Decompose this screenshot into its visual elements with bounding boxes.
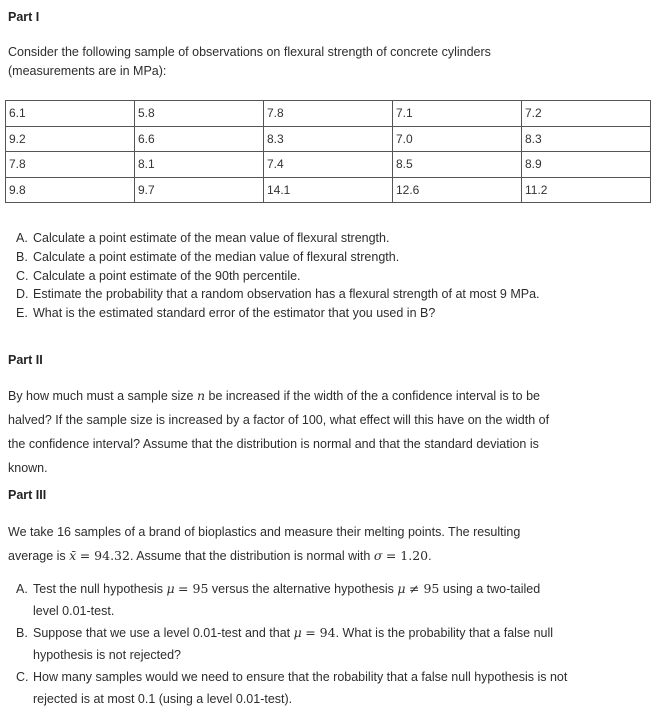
part-1-questions	[16, 229, 664, 323]
qc-line-1: How many samples would we need to ensure that the robability that a false null hypothesis is not	[33, 670, 568, 684]
question-text: Calculate a point estimate of the median value of flexural strength.	[33, 249, 400, 264]
table-cell: 11.2	[522, 177, 651, 203]
xbar-value: = 94.32	[79, 548, 130, 563]
list-item	[16, 578, 666, 622]
observations-table	[5, 100, 651, 203]
question-label: B.	[16, 626, 28, 640]
part-2-line-3: the confidence interval? Assume that the distribution is normal and that the standard deviation is	[8, 437, 539, 451]
part-2-line-2: halved? If the sample size is increased by a factor of 100, what effect will this have on the width of	[8, 413, 550, 427]
table-cell: 7.0	[393, 126, 522, 152]
qa-pre: Test the null hypothesis	[33, 582, 163, 596]
list-item	[16, 267, 664, 286]
question-label: A.	[16, 582, 28, 596]
part-3-title: Part III	[8, 488, 47, 502]
xbar-symbol: x̄	[69, 548, 77, 563]
part-2-title: Part II	[8, 353, 43, 367]
table-row	[6, 101, 651, 127]
question-text: Calculate a point estimate of the 90th percentile.	[33, 268, 301, 283]
table-cell: 9.8	[6, 177, 135, 203]
question-text	[33, 622, 666, 666]
list-item	[16, 666, 666, 710]
table-cell: 7.2	[522, 101, 651, 127]
question-label: A.	[16, 231, 28, 245]
h1-value: ≠ 95	[409, 581, 440, 596]
table-cell: 6.1	[6, 101, 135, 127]
list-item	[16, 285, 664, 304]
table-cell: 8.3	[264, 126, 393, 152]
part-3-line-2	[8, 544, 664, 568]
part-2-line-1-pre: By how much must a sample size	[8, 389, 194, 403]
mu-symbol: μ	[166, 581, 175, 596]
qb-pre: Suppose that we use a level 0.01-test and that	[33, 626, 291, 640]
n-symbol: n	[196, 388, 206, 403]
table-cell: 9.2	[6, 126, 135, 152]
sigma-value: = 1.20	[385, 548, 429, 563]
table-cell: 8.9	[522, 152, 651, 178]
table-cell: 14.1	[264, 177, 393, 203]
question-text	[33, 666, 666, 710]
part-1-intro	[8, 43, 664, 81]
part-2-line-1-post: be increased if the width of the a confidence interval is to be	[208, 389, 540, 403]
mu-symbol: μ	[293, 625, 302, 640]
table-row	[6, 152, 651, 178]
qa-mid: versus the alternative hypothesis	[211, 582, 394, 596]
question-text: What is the estimated standard error of the estimator that you used in B?	[33, 306, 436, 320]
table-cell: 7.8	[264, 101, 393, 127]
question-text	[33, 578, 666, 622]
part-2-line-1	[8, 384, 664, 408]
part-3-line-2-mid: . Assume that the distribution is normal with	[129, 549, 371, 563]
part-2-text	[8, 384, 664, 480]
mu-symbol: μ	[397, 581, 406, 596]
question-label: D.	[16, 287, 29, 302]
question-label: C.	[16, 268, 29, 283]
question-text: Calculate a point estimate of the mean value of flexural strength.	[33, 231, 390, 245]
table-cell: 6.6	[135, 126, 264, 152]
table-cell: 7.4	[264, 152, 393, 178]
part-3-line-1: We take 16 samples of a brand of bioplastics and measure their melting points. The resulting	[8, 525, 521, 539]
table-cell: 8.1	[135, 152, 264, 178]
table-row	[6, 177, 651, 203]
question-label: C.	[16, 670, 29, 684]
question-text: Estimate the probability that a random observation has a flexural strength of at most 9 MPa.	[33, 287, 540, 302]
list-item	[16, 248, 664, 267]
table-cell: 7.1	[393, 101, 522, 127]
table-cell: 5.8	[135, 101, 264, 127]
part-2-line-4: known.	[8, 461, 48, 475]
list-item	[16, 229, 664, 248]
question-label: B.	[16, 249, 28, 264]
part-1-intro-line-2: (measurements are in MPa):	[8, 63, 167, 78]
sigma-symbol: σ	[373, 548, 383, 563]
qa-post: using a two-tailed	[442, 582, 541, 596]
part-3-intro	[8, 520, 664, 568]
part-1-intro-line-1: Consider the following sample of observations on flexural strength of concrete cylinders	[8, 45, 491, 59]
list-item	[16, 304, 664, 323]
list-item	[16, 622, 666, 666]
qc-line-2: rejected is at most 0.1 (using a level 0.01-test).	[33, 692, 293, 706]
qb-line-2: hypothesis is not rejected?	[33, 648, 182, 662]
table-row	[6, 126, 651, 152]
qb-post: . What is the probability that a false null	[335, 626, 554, 640]
table-cell: 7.8	[6, 152, 135, 178]
part-1-title: Part I	[8, 10, 40, 24]
table-cell: 8.5	[393, 152, 522, 178]
h0-value: = 95	[178, 581, 209, 596]
qa-line-2: level 0.01-test.	[33, 604, 115, 618]
part-3-line-2-pre: average is	[8, 549, 66, 563]
mu-value: = 94	[305, 625, 336, 640]
question-label: E.	[16, 306, 28, 320]
part-3-line-2-end: .	[428, 549, 432, 563]
table-cell: 12.6	[393, 177, 522, 203]
part-3-questions	[16, 578, 666, 710]
table-cell: 9.7	[135, 177, 264, 203]
table-cell: 8.3	[522, 126, 651, 152]
